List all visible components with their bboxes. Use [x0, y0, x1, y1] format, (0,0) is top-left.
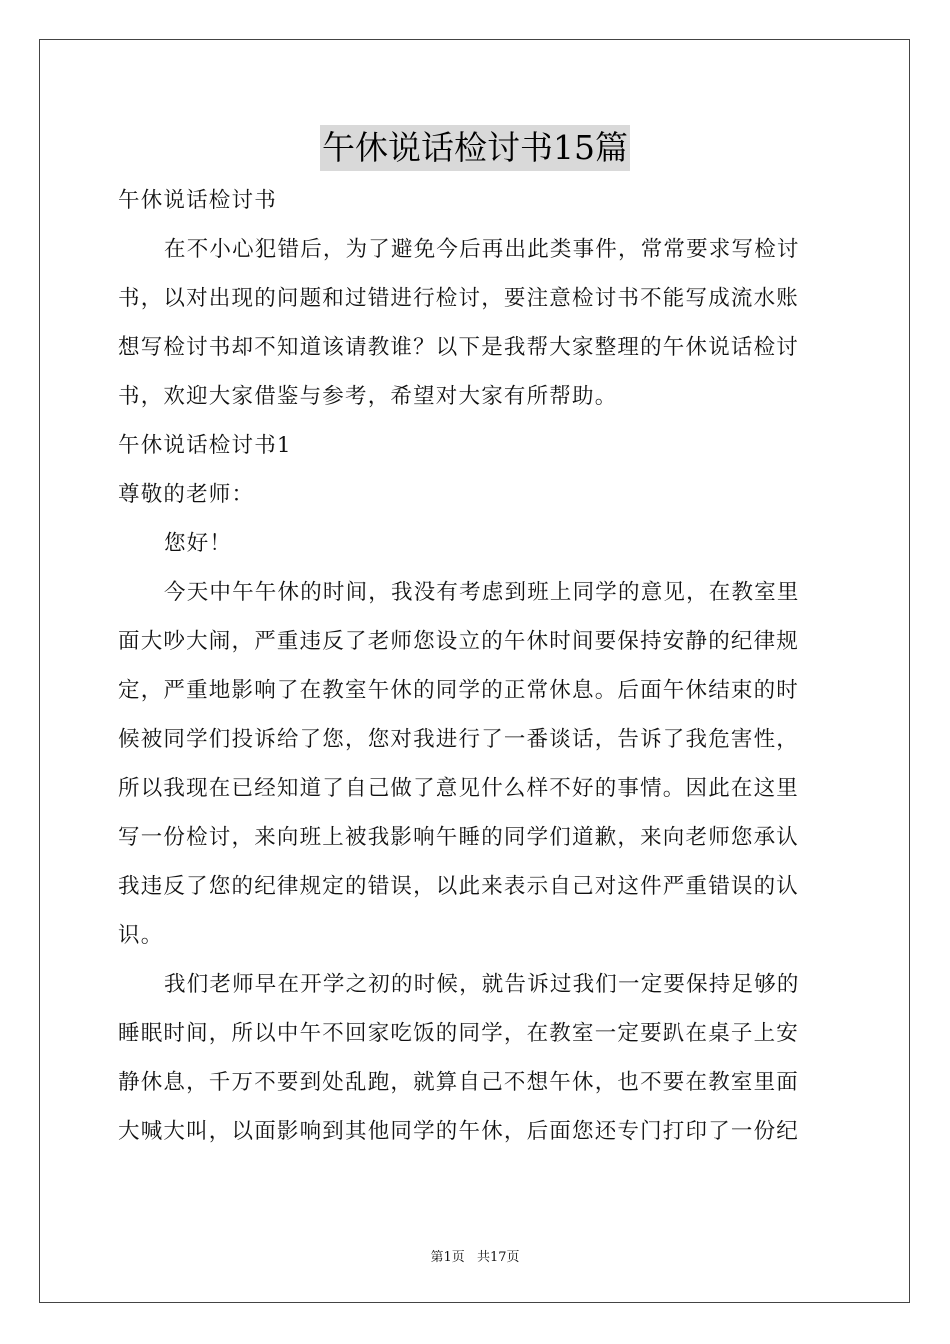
- intro-line: 书，以对出现的问题和过错进行检讨，要注意检讨书不能写成流水账: [118, 286, 800, 311]
- paragraph-line: 面大吵大闹，严重违反了老师您设立的午休时间要保持安静的纪律规: [118, 629, 800, 654]
- paragraph-line: 所以我现在已经知道了自己做了意见什么样不好的事情。因此在这里: [118, 776, 800, 801]
- paragraph-line: 定，严重地影响了在教室午休的同学的正常休息。后面午休结束的时: [118, 678, 800, 703]
- paragraph-line: 候被同学们投诉给了您，您对我进行了一番谈话，告诉了我危害性，: [118, 727, 800, 752]
- title-container: [0, 125, 950, 171]
- paragraph-line: 写一份检讨，来向班上被我影响午睡的同学们道歉，来向老师您承认: [118, 825, 800, 850]
- document-title: 午休说话检讨书15篇: [320, 125, 630, 171]
- document-subtitle: 午休说话检讨书: [118, 188, 277, 213]
- intro-line: 书，欢迎大家借鉴与参考，希望对大家有所帮助。: [118, 384, 618, 409]
- salutation: 尊敬的老师：: [118, 482, 255, 507]
- paragraph-line: 大喊大叫，以面影响到其他同学的午休，后面您还专门打印了一份纪: [118, 1119, 800, 1144]
- intro-line: 在不小心犯错后，为了避免今后再出此类事件，常常要求写检讨: [164, 237, 800, 262]
- paragraph-line: 我违反了您的纪律规定的错误，以此来表示自己对这件严重错误的认: [118, 874, 800, 899]
- page-number: 第1页: [430, 1250, 465, 1265]
- page-total: 共17页: [476, 1250, 520, 1265]
- paragraph-line: 睡眠时间，所以中午不回家吃饭的同学，在教室一定要趴在桌子上安: [118, 1021, 800, 1046]
- paragraph-line: 识。: [118, 923, 164, 948]
- greeting: 您好！: [164, 531, 233, 556]
- document-body: [118, 176, 834, 1156]
- paragraph-line: 今天中午午休的时间，我没有考虑到班上同学的意见，在教室里: [164, 580, 800, 605]
- paragraph-line: 静休息，千万不要到处乱跑，就算自己不想午休，也不要在教室里面: [118, 1070, 800, 1095]
- section-heading: 午休说话检讨书1: [118, 433, 292, 458]
- intro-line: 想写检讨书却不知道该请教谁？以下是我帮大家整理的午休说话检讨: [118, 335, 800, 360]
- page-footer: [0, 1246, 950, 1265]
- paragraph-line: 我们老师早在开学之初的时候，就告诉过我们一定要保持足够的: [164, 972, 800, 997]
